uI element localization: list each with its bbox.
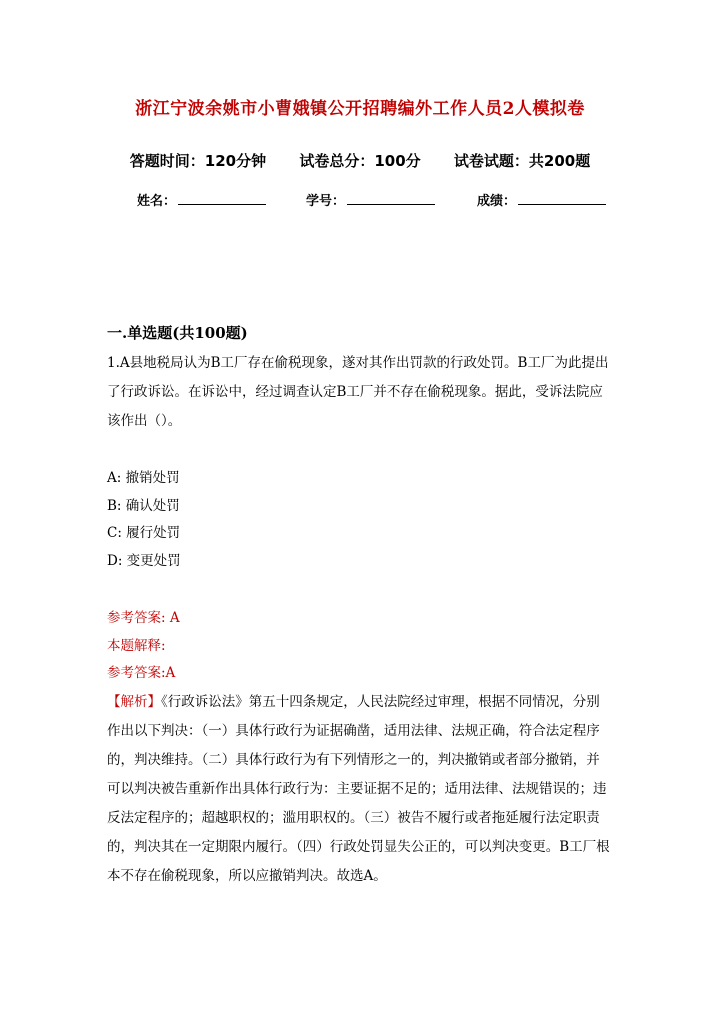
id-label: 学号： bbox=[306, 194, 346, 209]
exam-question-count: 试卷试题：共200题 bbox=[453, 152, 591, 170]
question-text: 1.A县地税局认为B工厂存在偷税现象，遂对其作出罚款的行政处罚。B工厂为此提出了行政诉讼。在诉讼中，经过调查认定B工厂并不存在偷税现象。据此，受诉法院应该作出（）。 bbox=[107, 355, 609, 429]
id-field bbox=[306, 190, 435, 209]
score-blank bbox=[518, 192, 606, 205]
name-label: 姓名： bbox=[137, 194, 177, 209]
analysis-tag: 【解析】 bbox=[107, 694, 161, 710]
explanation-label: 本题解释: bbox=[107, 637, 166, 654]
name-blank bbox=[178, 192, 266, 205]
reference-answer: 参考答案: A bbox=[107, 610, 180, 626]
score-label: 成绩： bbox=[477, 194, 517, 209]
score-field bbox=[477, 190, 606, 209]
option-a: A: 撤销处罚 bbox=[107, 470, 180, 486]
answer-block bbox=[107, 605, 612, 688]
section-heading: 一.单选题(共100题) bbox=[107, 324, 248, 342]
reference-answer-2: 参考答案:A bbox=[107, 665, 176, 681]
name-field bbox=[137, 190, 266, 209]
exam-meta bbox=[0, 150, 720, 171]
analysis-text bbox=[107, 688, 612, 891]
option-b: B: 确认处罚 bbox=[107, 497, 180, 514]
id-blank bbox=[347, 192, 435, 205]
document-title: 浙江宁波余姚市小曹娥镇公开招聘编外工作人员2人模拟卷 bbox=[135, 99, 585, 119]
option-d: D: 变更处罚 bbox=[107, 552, 181, 569]
option-c: C: 履行处罚 bbox=[107, 525, 181, 541]
options-list bbox=[107, 465, 612, 575]
exam-total-score: 试卷总分：100分 bbox=[299, 152, 421, 170]
analysis-body: 《行政诉讼法》第五十四条规定，人民法院经过审理，根据不同情况，分别作出以下判决：（一）具体行政行为证据确凿，适用法律、法规正确，符合法定程序的，判决维持。（二）具体行政行为有下列情形之一的，判决撤销或者部分撤销，并可以判决被告重新作出具体行政行为：主要证据不足的；适用法律、法规错误的；违反法定程序的；超越职权的；滥用职权的。（三）被告不履行或者拖延履行法定职责的，判决其在一定期限内履行。（四）行政处罚显失公正的，可以判决变更。B工厂根本不存在偷税现象，所以应撤销判决。故选A。 bbox=[107, 694, 610, 884]
exam-time: 答题时间：120分钟 bbox=[129, 152, 267, 170]
